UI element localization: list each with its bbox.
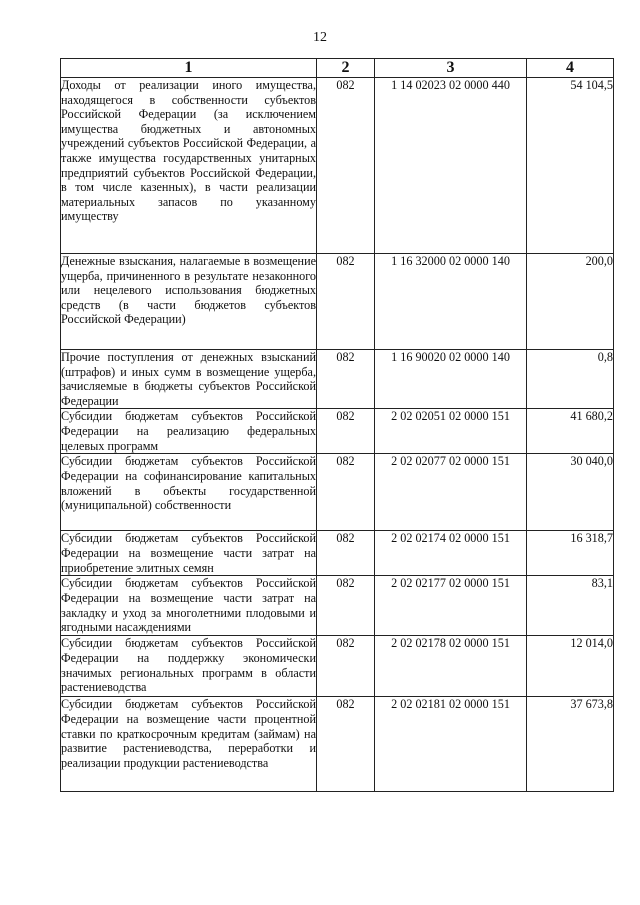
budget-code-cell: 2 02 02181 02 0000 151 (375, 697, 527, 792)
amount-cell: 16 318,7 (527, 531, 614, 576)
budget-code-cell: 1 16 90020 02 0000 140 (375, 350, 527, 409)
amount-cell: 12 014,0 (527, 636, 614, 697)
amount-cell: 200,0 (527, 254, 614, 350)
admin-code-cell: 082 (317, 576, 375, 636)
revenue-name-cell: Субсидии бюджетам субъектов Российской Федерации на софинансирование капитальных вложений в объекты государственной (муниципальной) собственности (61, 454, 317, 531)
budget-code-cell: 2 02 02178 02 0000 151 (375, 636, 527, 697)
table-row (61, 350, 614, 409)
budget-code-cell: 2 02 02051 02 0000 151 (375, 409, 527, 454)
admin-code-cell: 082 (317, 350, 375, 409)
table-row (61, 78, 614, 254)
table-row (61, 531, 614, 576)
amount-cell: 83,1 (527, 576, 614, 636)
table-row (61, 454, 614, 531)
revenue-name-cell: Субсидии бюджетам субъектов Российской Федерации на поддержку экономически значимых региональных программ в области растениеводства (61, 636, 317, 697)
table-row (61, 576, 614, 636)
budget-code-cell: 1 14 02023 02 0000 440 (375, 78, 527, 254)
revenue-name-cell: Субсидии бюджетам субъектов Российской Федерации на возмещение части затрат на закладку и уход за многолетними плодовыми и ягодными насаждениями (61, 576, 316, 635)
revenue-name-cell: Субсидии бюджетам субъектов Российской Федерации на возмещение части процентной ставки по краткосрочным кредитам (займам) на развитие растениеводства, переработки и реализации продукции растениеводства (61, 697, 317, 792)
budget-code-cell: 2 02 02077 02 0000 151 (375, 454, 527, 531)
table-header-row (61, 59, 614, 78)
table-row (61, 409, 614, 454)
budget-code-cell: 2 02 02174 02 0000 151 (375, 531, 527, 576)
budget-revenue-table (60, 58, 614, 792)
amount-cell: 41 680,2 (527, 409, 614, 454)
revenue-name-cell: Субсидии бюджетам субъектов Российской Федерации на реализацию федеральных целевых программ (61, 409, 316, 453)
revenue-name-cell: Денежные взыскания, налагаемые в возмещение ущерба, причиненного в результате незаконного или нецелевого использования бюджетных средств (в части бюджетов субъектов Российской Федерации) (61, 254, 317, 350)
admin-code-cell: 082 (317, 78, 375, 254)
page-number: 12 (313, 30, 327, 45)
admin-code-cell: 082 (317, 454, 375, 531)
column-header-1: 1 (61, 59, 317, 78)
revenue-name-cell: Доходы от реализации иного имущества, находящегося в собственности субъектов Российской Федерации (за исключением имущества бюджетных и автономных учреждений субъектов Российской Федерации, а также имущества государственных унитарных предприятий субъектов Российской Федерации, в том числе казенных), в части реализации материальных запасов по указанному имуществу (61, 78, 317, 254)
column-header-3: 3 (375, 59, 527, 78)
revenue-name-cell: Прочие поступления от денежных взысканий (штрафов) и иных сумм в возмещение ущерба, зачисляемые в бюджеты субъектов Российской Федерации (61, 350, 316, 408)
amount-cell: 30 040,0 (527, 454, 614, 531)
admin-code-cell: 082 (317, 254, 375, 350)
amount-cell: 37 673,8 (527, 697, 614, 792)
budget-code-cell: 2 02 02177 02 0000 151 (375, 576, 527, 636)
admin-code-cell: 082 (317, 409, 375, 454)
budget-code-cell: 1 16 32000 02 0000 140 (375, 254, 527, 350)
admin-code-cell: 082 (317, 531, 375, 576)
column-header-4: 4 (527, 59, 614, 78)
admin-code-cell: 082 (317, 697, 375, 792)
table-row (61, 636, 614, 697)
amount-cell: 0,8 (527, 350, 614, 409)
revenue-name-cell: Субсидии бюджетам субъектов Российской Федерации на возмещение части затрат на приобретение элитных семян (61, 531, 316, 575)
admin-code-cell: 082 (317, 636, 375, 697)
column-header-2: 2 (317, 59, 375, 78)
amount-cell: 54 104,5 (527, 78, 614, 254)
table-row (61, 254, 614, 350)
table-row (61, 697, 614, 792)
